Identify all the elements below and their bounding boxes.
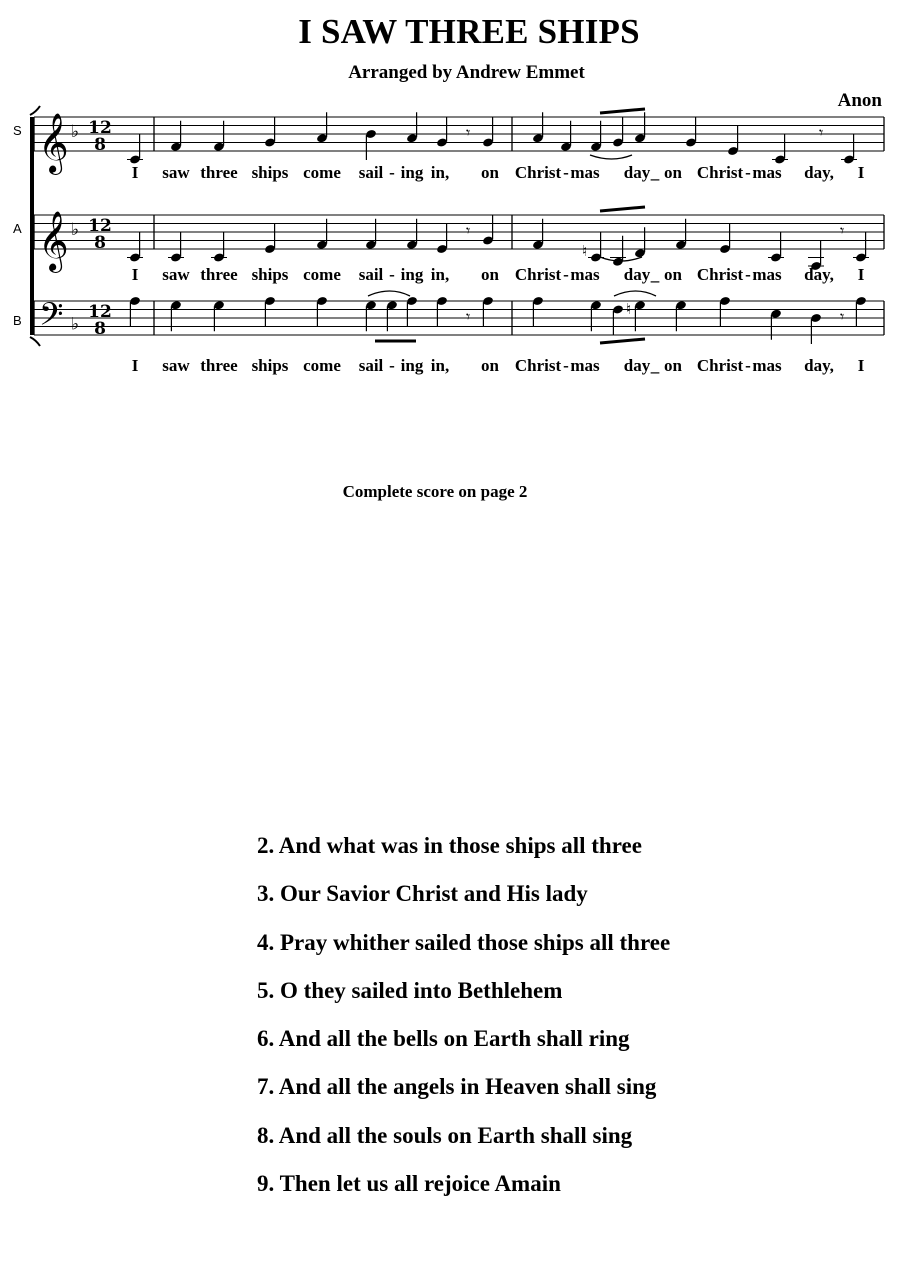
page-title: I SAW THREE SHIPS (298, 12, 640, 51)
lyric-syllable: day, (804, 265, 834, 284)
arranger-credit: Arranged by Andrew Emmet (348, 62, 585, 83)
lyric-syllable: - (745, 163, 751, 182)
lyric-syllable: I (131, 356, 139, 375)
lyric-syllable: ships (251, 265, 289, 284)
treble-clef-icon: 𝄞 (38, 113, 69, 173)
lyric-syllable: on (664, 163, 682, 182)
slur (614, 291, 656, 296)
eighth-rest-icon: 𝄾 (819, 123, 824, 142)
verse-item: 7. And all the angels in Heaven shall sing (257, 1074, 657, 1100)
lyric-syllable: _ (650, 265, 660, 284)
lyrics-bass (122, 356, 892, 378)
composer-credit: Anon (837, 90, 882, 111)
eighth-rest-icon: 𝄾 (840, 221, 845, 240)
lyric-syllable: - (745, 265, 751, 284)
lyric-syllable: day (623, 163, 651, 182)
lyric-syllable: ships (251, 163, 289, 182)
lyric-syllable: mas (752, 356, 782, 375)
lyric-syllable: day (623, 265, 651, 284)
lyric-syllable: come (303, 356, 341, 375)
lyric-syllable: in, (430, 163, 450, 182)
lyric-syllable: day (623, 356, 651, 375)
verse-item: 6. And all the bells on Earth shall ring (257, 1026, 630, 1052)
note-beam (600, 207, 645, 211)
time-signature-denominator: 8 (94, 233, 106, 253)
lyrics-soprano (122, 163, 892, 185)
verse-item: 2. And what was in those ships all three (257, 833, 642, 858)
bass-clef-icon: 𝄢 (39, 296, 64, 340)
natural-icon: ♮ (626, 300, 632, 318)
verse-item: 3. Our Savior Christ and His lady (257, 881, 588, 907)
lyric-syllable: ships (251, 356, 289, 375)
lyric-syllable: Christ (696, 163, 744, 182)
flat-icon: ♭ (71, 220, 80, 240)
lyrics-alto (122, 265, 892, 287)
part-label-bass: B (13, 313, 22, 328)
part-label-alto: A (13, 221, 22, 236)
lyric-syllable: - (563, 356, 569, 375)
lyric-syllable: I (857, 356, 865, 375)
treble-clef-icon: 𝄞 (38, 211, 69, 271)
lyric-syllable: on (481, 356, 499, 375)
eighth-rest-icon: 𝄾 (466, 221, 471, 240)
time-signature-denominator: 8 (94, 319, 106, 339)
time-signature-numerator: 12 (88, 302, 112, 322)
lyric-syllable: on (481, 163, 499, 182)
lyric-syllable: on (481, 265, 499, 284)
lyric-syllable: I (857, 265, 865, 284)
lyric-syllable: - (563, 265, 569, 284)
lyric-syllable: ing (400, 163, 424, 182)
note-beam (600, 339, 645, 343)
lyric-syllable: three (200, 265, 238, 284)
score-note: Complete score on page 2 (342, 482, 528, 501)
verse-item: 5. O they sailed into Bethlehem (257, 977, 563, 1003)
note-beam (600, 109, 645, 113)
lyric-syllable: _ (650, 163, 660, 182)
lyric-syllable: sail (358, 265, 384, 284)
lyric-syllable: ing (400, 265, 424, 284)
lyric-syllable: three (200, 163, 238, 182)
lyric-syllable: mas (570, 265, 600, 284)
lyric-syllable: sail (358, 356, 384, 375)
lyric-syllable: saw (162, 356, 190, 375)
flat-icon: ♭ (71, 122, 80, 142)
lyric-syllable: mas (570, 163, 600, 182)
lyric-syllable: come (303, 163, 341, 182)
eighth-rest-icon: 𝄾 (466, 307, 471, 326)
lyric-syllable: Christ (696, 356, 744, 375)
time-signature-denominator: 8 (94, 135, 106, 155)
slur (368, 291, 410, 296)
lyric-syllable: - (389, 356, 395, 375)
time-signature-numerator: 12 (88, 118, 112, 138)
lyric-syllable: mas (570, 356, 600, 375)
verse-list (257, 830, 670, 1216)
lyric-syllable: Christ (514, 163, 562, 182)
eighth-rest-icon: 𝄾 (840, 307, 845, 326)
lyric-syllable: - (745, 356, 751, 375)
lyric-syllable: day, (804, 163, 834, 182)
flat-icon: ♭ (71, 314, 80, 335)
eighth-rest-icon: 𝄾 (466, 123, 471, 142)
lyric-syllable: mas (752, 265, 782, 284)
part-label-soprano: S (13, 123, 22, 138)
verse-item: 8. And all the souls on Earth shall sing (257, 1122, 633, 1148)
lyric-syllable: mas (752, 163, 782, 182)
natural-icon: ♮ (582, 242, 588, 260)
lyric-syllable: day, (804, 356, 834, 375)
lyric-syllable: I (131, 265, 139, 284)
lyric-syllable: - (389, 265, 395, 284)
time-signature-numerator: 12 (88, 216, 112, 236)
verse-item: 9. Then let us all rejoice Amain (257, 1171, 561, 1197)
lyric-syllable: Christ (696, 265, 744, 284)
lyric-syllable: ing (400, 356, 424, 375)
lyric-syllable: saw (162, 163, 190, 182)
lyric-syllable: _ (650, 356, 660, 375)
lyric-syllable: Christ (514, 356, 562, 375)
lyric-syllable: I (131, 163, 139, 182)
lyric-syllable: Christ (514, 265, 562, 284)
lyric-syllable: come (303, 265, 341, 284)
lyric-syllable: three (200, 356, 238, 375)
lyric-syllable: saw (162, 265, 190, 284)
lyric-syllable: I (857, 163, 865, 182)
verse-item: 4. Pray whither sailed those ships all three (257, 929, 671, 955)
lyric-syllable: - (563, 163, 569, 182)
lyric-syllable: sail (358, 163, 384, 182)
lyric-syllable: - (389, 163, 395, 182)
lyric-syllable: in, (430, 356, 450, 375)
lyric-syllable: on (664, 356, 682, 375)
slur (590, 155, 632, 159)
lyric-syllable: in, (430, 265, 450, 284)
lyric-syllable: on (664, 265, 682, 284)
